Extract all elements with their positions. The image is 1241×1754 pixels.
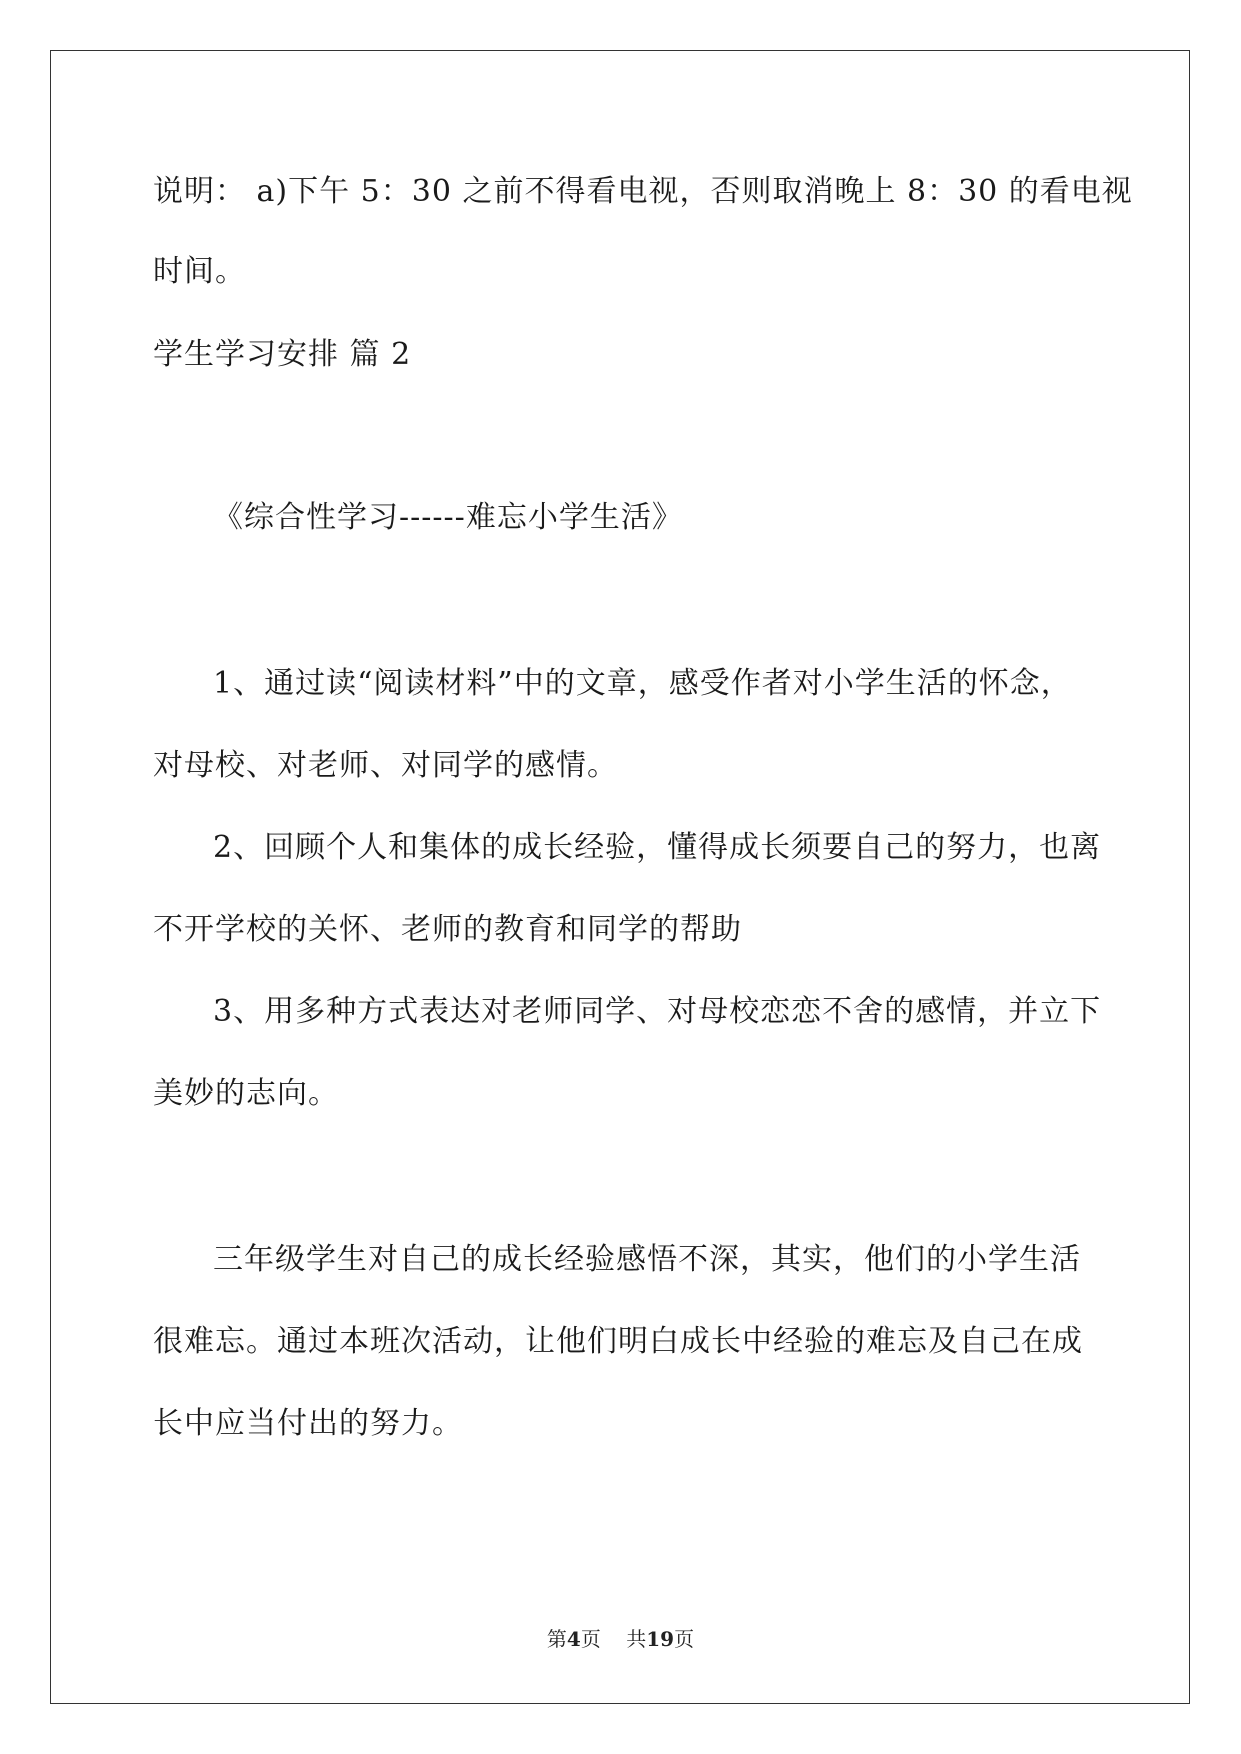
paragraph-line: 时间。 bbox=[153, 254, 246, 289]
analysis-line: 很难忘。通过本班次活动，让他们明白成长中经验的难忘及自己在成 bbox=[153, 1324, 1083, 1359]
footer-mid: 页 共 bbox=[580, 1627, 647, 1651]
objective-3-line: 3、用多种方式表达对老师同学、对母校恋恋不舍的感情，并立下 bbox=[213, 994, 1102, 1029]
total-page-number: 19 bbox=[646, 1627, 675, 1651]
objective-2-line: 2、回顾个人和集体的成长经验，懂得成长须要自己的努力，也离 bbox=[213, 830, 1102, 865]
analysis-line: 三年级学生对自己的成长经验感悟不深，其实，他们的小学生活 bbox=[213, 1242, 1081, 1277]
section-heading: 学生学习安排 篇 2 bbox=[153, 337, 412, 372]
page-border bbox=[50, 50, 1190, 1704]
page-footer bbox=[0, 1626, 1241, 1652]
objective-2-line: 不开学校的关怀、老师的教育和同学的帮助 bbox=[153, 912, 742, 947]
footer-suffix: 页 bbox=[674, 1627, 695, 1651]
activity-title: 《综合性学习------难忘小学生活》 bbox=[213, 500, 683, 535]
footer-prefix: 第 bbox=[546, 1627, 567, 1651]
objective-1-line: 对母校、对老师、对同学的感情。 bbox=[153, 748, 618, 783]
current-page-number: 4 bbox=[566, 1627, 581, 1651]
objective-3-line: 美妙的志向。 bbox=[153, 1076, 339, 1111]
analysis-line: 长中应当付出的努力。 bbox=[153, 1406, 463, 1441]
paragraph-line: 说明： a)下午 5：30 之前不得看电视，否则取消晚上 8：30 的看电视 bbox=[153, 174, 1133, 209]
objective-1-line: 1、通过读“阅读材料”中的文章，感受作者对小学生活的怀念， bbox=[213, 666, 1072, 701]
